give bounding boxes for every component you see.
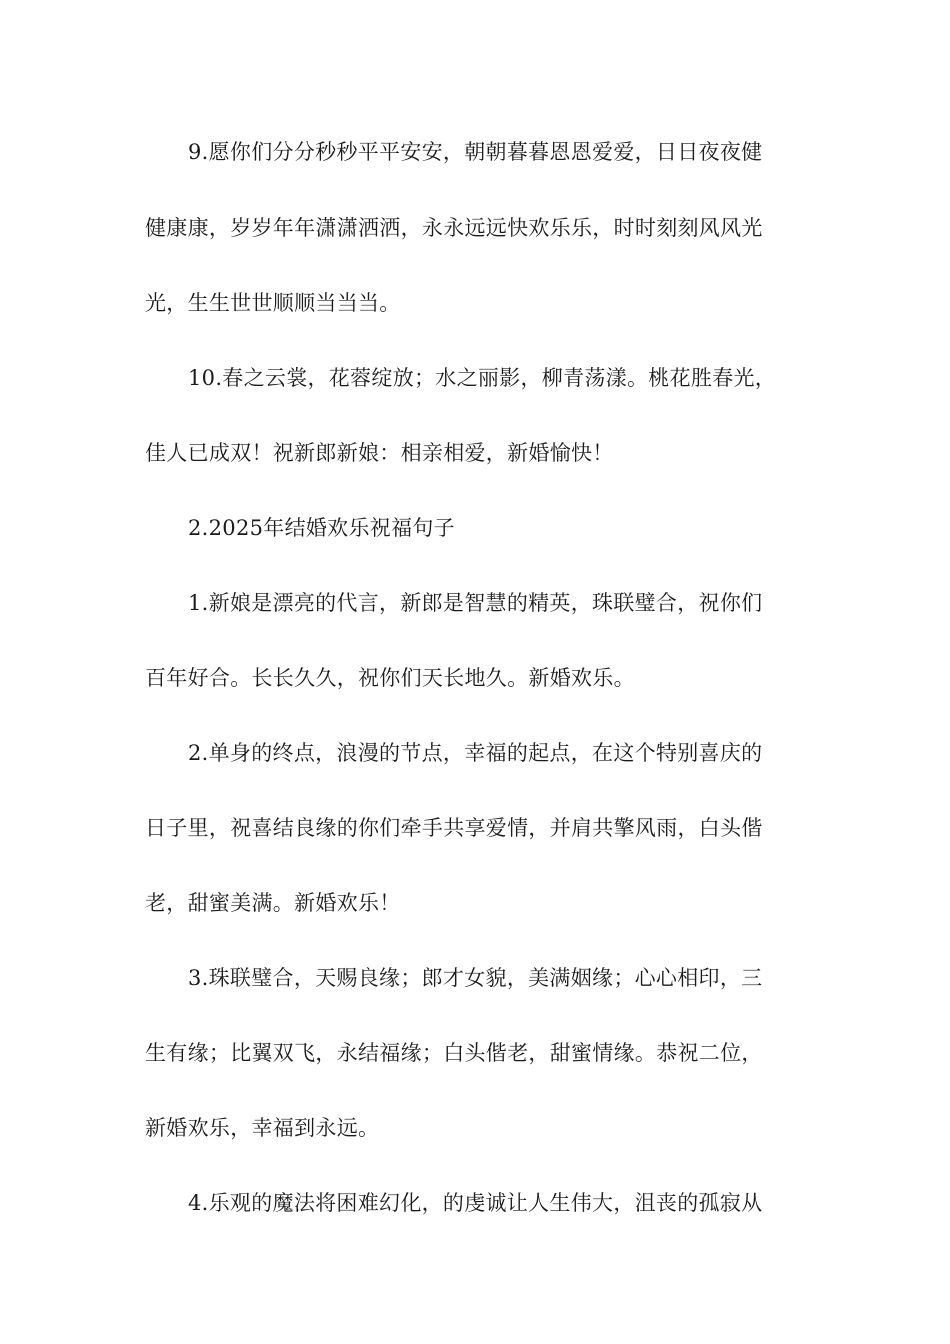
paragraph-9-line-1: 9.愿你们分分秒秒平平安安，朝朝暮暮恩恩爱爱，日日夜夜健 (188, 140, 763, 164)
paragraph-10-line-1: 10.春之云裳，花蓉绽放；水之丽影，柳青荡漾。桃花胜春光， (188, 366, 777, 390)
item-3-line-2: 生有缘；比翼双飞，永结福缘；白头偕老，甜蜜情缘。恭祝二位， (145, 1041, 763, 1065)
paragraph-9-line-2: 健康康，岁岁年年潇潇洒洒，永永远远快欢乐乐，时时刻刻风风光 (145, 216, 763, 240)
item-4-line-1: 4.乐观的魔法将困难幻化，的虔诚让人生伟大，沮丧的孤寂从 (188, 1191, 763, 1215)
section-heading: 2.2025年结婚欢乐祝福句子 (188, 516, 455, 540)
item-3-line-3: 新婚欢乐，幸福到永远。 (145, 1116, 380, 1140)
item-1-line-1: 1.新娘是漂亮的代言，新郎是智慧的精英，珠联璧合，祝你们 (188, 591, 763, 615)
item-1-line-2: 百年好合。长长久久，祝你们天长地久。新婚欢乐。 (145, 666, 635, 690)
paragraph-10-line-2: 佳人已成双！祝新郎新娘：相亲相爱，新婚愉快！ (145, 441, 614, 465)
item-3-line-1: 3.珠联璧合，天赐良缘；郎才女貌，美满姻缘；心心相印，三 (188, 966, 763, 990)
item-2-line-2: 日子里，祝喜结良缘的你们牵手共享爱情，并肩共擎风雨，白头偕 (145, 816, 763, 840)
paragraph-9-line-3: 光，生生世世顺顺当当当。 (145, 291, 401, 315)
item-2-line-1: 2.单身的终点，浪漫的节点，幸福的起点，在这个特别喜庆的 (188, 741, 763, 765)
item-2-line-3: 老，甜蜜美满。新婚欢乐！ (145, 891, 401, 915)
